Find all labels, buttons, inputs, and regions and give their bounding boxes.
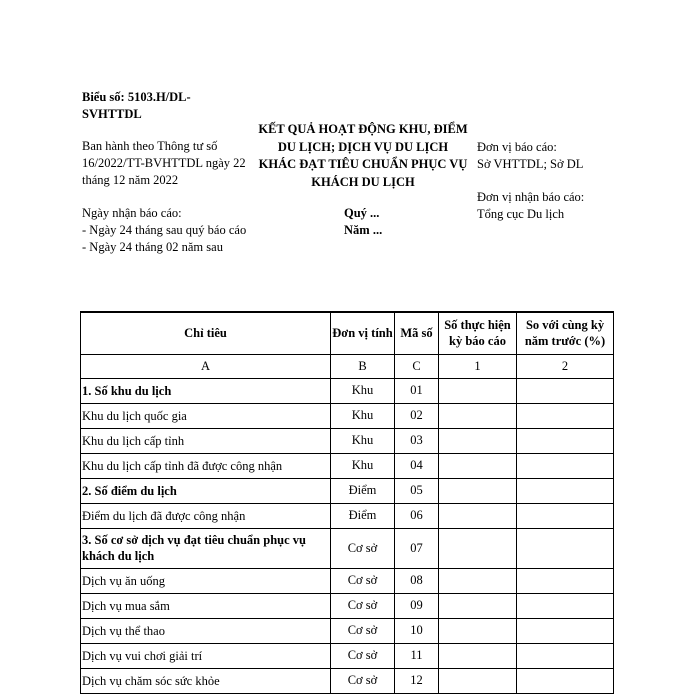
- row-compare-cell[interactable]: [517, 528, 614, 568]
- row-indicator: 1. Số khu du lịch: [81, 378, 331, 403]
- row-value-cell[interactable]: [439, 453, 517, 478]
- row-indicator: Dịch vụ vui chơi giải trí: [81, 643, 331, 668]
- table-row: [81, 478, 614, 503]
- table-row: [81, 378, 614, 403]
- column-header-compare: So với cùng kỳ năm trước (%): [517, 312, 614, 354]
- row-code: 12: [395, 668, 439, 693]
- row-code: 04: [395, 453, 439, 478]
- row-code: 02: [395, 403, 439, 428]
- row-value-cell[interactable]: [439, 593, 517, 618]
- row-value-cell[interactable]: [439, 503, 517, 528]
- receive-date-block: [82, 205, 262, 256]
- row-unit: Điểm: [331, 478, 395, 503]
- row-unit: Điểm: [331, 503, 395, 528]
- row-indicator: Dịch vụ chăm sóc sức khỏe: [81, 668, 331, 693]
- row-unit: Cơ sở: [331, 618, 395, 643]
- receive-date-quarterly: - Ngày 24 tháng sau quý báo cáo: [82, 223, 247, 237]
- row-unit: Khu: [331, 453, 395, 478]
- row-code: 06: [395, 503, 439, 528]
- row-value-cell[interactable]: [439, 403, 517, 428]
- report-table: [80, 311, 614, 694]
- table-row: [81, 593, 614, 618]
- row-unit: Cơ sở: [331, 568, 395, 593]
- column-letter: 1: [439, 354, 517, 378]
- row-unit: Cơ sở: [331, 668, 395, 693]
- row-compare-cell[interactable]: [517, 668, 614, 693]
- row-compare-cell[interactable]: [517, 503, 614, 528]
- row-value-cell[interactable]: [439, 568, 517, 593]
- row-value-cell[interactable]: [439, 378, 517, 403]
- row-unit: Cơ sở: [331, 528, 395, 568]
- table-row: [81, 643, 614, 668]
- row-indicator: Dịch vụ mua sắm: [81, 593, 331, 618]
- reporting-unit: [477, 139, 637, 173]
- quarter-label: Quý ...: [344, 206, 380, 220]
- column-header-code: Mã số: [395, 312, 439, 354]
- row-indicator: 2. Số điểm du lịch: [81, 478, 331, 503]
- row-code: 05: [395, 478, 439, 503]
- table-row: [81, 503, 614, 528]
- row-indicator: Dịch vụ ăn uống: [81, 568, 331, 593]
- row-code: 08: [395, 568, 439, 593]
- form-number: Biểu số: 5103.H/DL-SVHTTDL: [82, 90, 191, 121]
- row-code: 09: [395, 593, 439, 618]
- column-letter: C: [395, 354, 439, 378]
- row-indicator: Khu du lịch quốc gia: [81, 403, 331, 428]
- row-compare-cell[interactable]: [517, 593, 614, 618]
- column-letter: B: [331, 354, 395, 378]
- report-title: KẾT QUẢ HOẠT ĐỘNG KHU, ĐIỂM DU LỊCH; DỊCH VỤ DU LỊCH KHÁC ĐẠT TIÊU CHUẨN PHỤC VỤ KHÁCH DU LỊCH: [258, 122, 468, 189]
- row-compare-cell[interactable]: [517, 568, 614, 593]
- row-code: 07: [395, 528, 439, 568]
- column-letter-row: [81, 354, 614, 378]
- receiving-unit: [477, 189, 637, 223]
- receive-date-yearly: - Ngày 24 tháng 02 năm sau: [82, 240, 223, 254]
- row-compare-cell[interactable]: [517, 378, 614, 403]
- receive-date-label: Ngày nhận báo cáo:: [82, 206, 182, 220]
- row-compare-cell[interactable]: [517, 403, 614, 428]
- row-compare-cell[interactable]: [517, 478, 614, 503]
- row-indicator: Dịch vụ thể thao: [81, 618, 331, 643]
- year-label: Năm ...: [344, 223, 383, 237]
- row-indicator: Khu du lịch cấp tỉnh: [81, 428, 331, 453]
- column-letter: A: [81, 354, 331, 378]
- column-header-indicator: Chỉ tiêu: [81, 312, 331, 354]
- report-period: [344, 205, 424, 239]
- row-value-cell[interactable]: [439, 428, 517, 453]
- column-letter: 2: [517, 354, 614, 378]
- table-row: [81, 568, 614, 593]
- row-unit: Khu: [331, 403, 395, 428]
- row-code: 03: [395, 428, 439, 453]
- table-row: [81, 403, 614, 428]
- row-compare-cell[interactable]: [517, 643, 614, 668]
- table-row: [81, 528, 614, 568]
- row-code: 11: [395, 643, 439, 668]
- receiving-unit-label: Đơn vị nhận báo cáo:: [477, 190, 585, 204]
- column-header-unit: Đơn vị tính: [331, 312, 395, 354]
- row-unit: Cơ sở: [331, 643, 395, 668]
- row-code: 01: [395, 378, 439, 403]
- table-row: [81, 428, 614, 453]
- row-indicator: Điểm du lịch đã được công nhận: [81, 503, 331, 528]
- row-value-cell[interactable]: [439, 528, 517, 568]
- row-value-cell[interactable]: [439, 643, 517, 668]
- row-indicator: Khu du lịch cấp tỉnh đã được công nhận: [81, 453, 331, 478]
- table-row: [81, 618, 614, 643]
- reporting-unit-value: Sở VHTTDL; Sở DL: [477, 157, 584, 171]
- row-value-cell[interactable]: [439, 668, 517, 693]
- column-header-value: Số thực hiện kỳ báo cáo: [439, 312, 517, 354]
- row-compare-cell[interactable]: [517, 428, 614, 453]
- row-compare-cell[interactable]: [517, 453, 614, 478]
- row-indicator: 3. Số cơ sở dịch vụ đạt tiêu chuẩn phục vụ khách du lịch: [81, 528, 331, 568]
- row-unit: Cơ sở: [331, 593, 395, 618]
- row-unit: Khu: [331, 378, 395, 403]
- row-unit: Khu: [331, 428, 395, 453]
- row-value-cell[interactable]: [439, 478, 517, 503]
- receiving-unit-value: Tổng cục Du lịch: [477, 207, 565, 221]
- table-header-row: [81, 312, 614, 354]
- reporting-unit-label: Đơn vị báo cáo:: [477, 140, 557, 154]
- issued-by-text: Ban hành theo Thông tư số 16/2022/TT-BVHTTDL ngày 22 tháng 12 năm 2022: [82, 139, 246, 187]
- row-code: 10: [395, 618, 439, 643]
- table-row: [81, 453, 614, 478]
- row-value-cell[interactable]: [439, 618, 517, 643]
- row-compare-cell[interactable]: [517, 618, 614, 643]
- table-row: [81, 668, 614, 693]
